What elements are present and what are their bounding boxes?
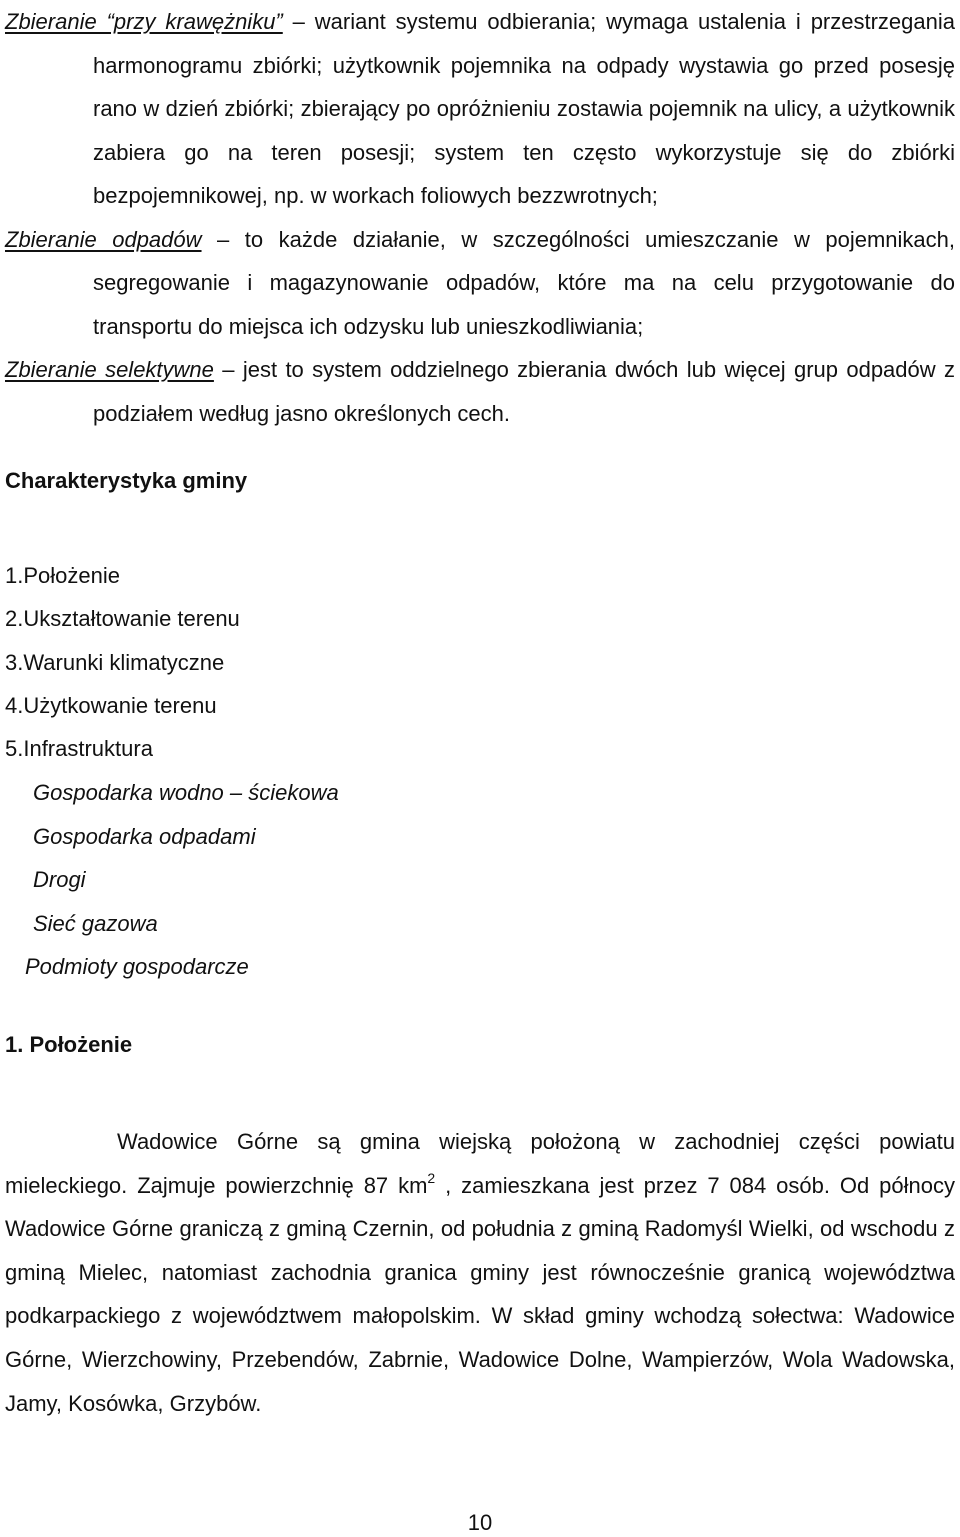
toc-item: 3.Warunki klimatyczne: [5, 649, 225, 675]
definition-dash: –: [201, 226, 245, 252]
definition-term: Zbieranie “przy krawężniku”: [5, 9, 283, 34]
paragraph-part-2: , zamieszkana jest przez 7 084 osób. Od północy Wadowice Górne graniczą z gminą Czernin, od południa z gminą Radomyśl Wielki, od wschodu z gminą Mielec, natomiast zachodnia granica gminy jest równocześnie granicą województwa podkarpackiego z województwem małopolskim. W skład gminy wchodzą sołectwa: Wadowice Górne, Wierzchowiny, Przebendów, Zabrnie, Wadowice Dolne, Wampierzów, Wola Wadowska, Jamy, Kosówka, Grzybów.: [5, 1172, 956, 1416]
subsection-heading: 1. Położenie: [5, 1032, 133, 1057]
page-number: 10: [467, 1510, 493, 1535]
toc-item: 4.Użytkowanie terenu: [5, 692, 217, 718]
toc-item: 1.Położenie: [5, 563, 120, 588]
definition-text: jest to system oddzielnego zbierania dwóch lub więcej grup odpadów z podziałem według jasno określonych cech.: [93, 357, 955, 426]
definition-text: wariant systemu odbierania; wymaga ustalenia i przestrzegania harmonogramu zbiórki; użytkownik pojemnika na odpady wystawia go przed posesję rano w dzień zbiórki; zbierający po opróżnieniu zostawia pojemnik na ulicy, a użytkownik zabiera go na teren posesji; system ten często wykorzystuje się do zbiórki bezpojemnikowej, np. w workach foliowych bezzwrotnych;: [93, 9, 956, 208]
infrastructure-sublist: [25, 771, 339, 989]
definition-item: [5, 0, 955, 218]
table-of-contents: [5, 554, 240, 770]
infrastructure-item: Sieć gazowa: [33, 910, 158, 936]
toc-item: 5.Infrastruktura: [5, 736, 153, 762]
definitions-list: [5, 0, 955, 435]
definition-term: Zbieranie selektywne: [5, 357, 214, 382]
definition-item: [5, 348, 955, 435]
definition-text: to każde działanie, w szczególności umieszczanie w pojemnikach, segregowanie i magazynowanie odpadów, które ma na celu przygotowanie do transportu do miejsca ich odzysku lub unieszkodliwiania;: [93, 226, 955, 339]
definition-dash: –: [213, 357, 243, 382]
infrastructure-item: Podmioty gospodarcze: [25, 954, 249, 979]
definition-dash: –: [282, 9, 315, 34]
section-heading: Charakterystyka gminy: [5, 468, 248, 493]
definition-item: [5, 218, 955, 349]
body-paragraph: [5, 1120, 955, 1425]
infrastructure-item: Gospodarka odpadami: [33, 823, 256, 849]
superscript: 2: [427, 1169, 436, 1186]
infrastructure-item: Drogi: [33, 867, 86, 892]
infrastructure-item: Gospodarka wodno – ściekowa: [33, 780, 339, 805]
toc-item: 2.Ukształtowanie terenu: [5, 606, 240, 632]
paragraph-part-1: Wadowice Górne są gmina wiejską położoną w zachodniej części powiatu mieleckiego. Zajmuje powierzchnię 87 km: [5, 1129, 955, 1198]
definition-term: Zbieranie odpadów: [5, 226, 202, 252]
